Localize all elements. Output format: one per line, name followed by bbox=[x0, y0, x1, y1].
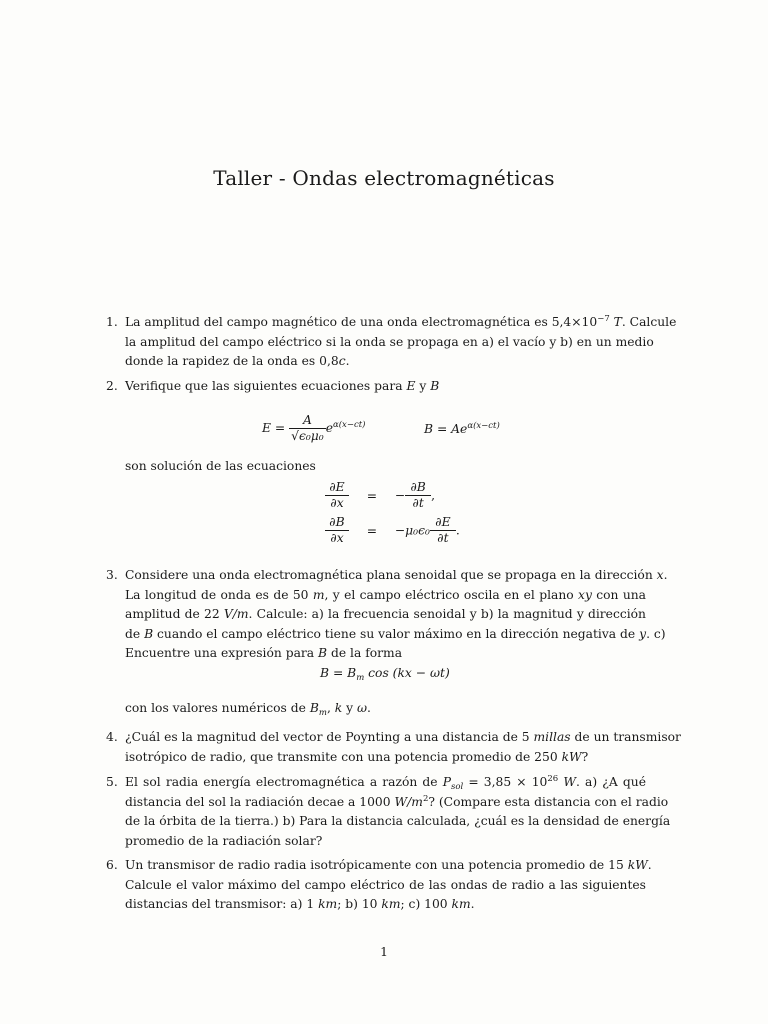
equation-E: E = $\frac{A}{\text{√ϵ₀μ₀}}$ $e^{\alpha(x-ct)}$ bbox=[262, 413, 366, 443]
problem-number: 2. bbox=[106, 379, 118, 393]
document-title: Taller - Ondas electromagnéticas bbox=[213, 166, 555, 190]
problem-1-line-1: La amplitud del campo magnético de una onda electromagnética es $5,4\times 10^{-7}$ T. Calcule bbox=[125, 314, 677, 329]
problem-4-line-2: isotrópico de radio, que transmite con una potencia promedio de 250 kW? bbox=[125, 749, 589, 764]
page-number: 1 bbox=[380, 945, 388, 959]
problem-3 bbox=[106, 566, 668, 664]
problem-3-post: con los valores numéricos de $B_m$, k y ω. bbox=[125, 701, 371, 718]
pde-row-1: $\frac{\partial E}{\partial x}$ = − $\frac{\partial B}{\partial t}$ , bbox=[325, 480, 435, 511]
problem-number: 5. bbox=[106, 775, 118, 789]
problem-number: 4. bbox=[106, 730, 118, 744]
problem-5-line-4: promedio de la radiación solar? bbox=[125, 833, 323, 848]
problem-1 bbox=[106, 313, 677, 372]
pde-row-2: $\frac{\partial B}{\partial x}$ = −μ₀ϵ₀ $\frac{\partial E}{\partial t}$ . bbox=[325, 515, 460, 546]
fraction: $\frac{A}{\text{√ϵ₀μ₀}}$ bbox=[291, 413, 324, 443]
problem-number: 6. bbox=[106, 858, 118, 872]
problem-1-line-3: donde la rapidez de la onda es 0,8c. bbox=[125, 354, 350, 369]
problem-5-line-3: de la órbita de la tierra.) b) Para la distancia calculada, ¿cuál es la densidad de energía bbox=[125, 814, 671, 829]
problem-4 bbox=[106, 728, 681, 767]
problem-1-line-2: la amplitud del campo eléctrico si la onda se propaga en a) el vacío y b) en un medio bbox=[125, 334, 654, 349]
problem-5 bbox=[106, 773, 671, 851]
problem-2-solution-text: son solución de las ecuaciones bbox=[125, 459, 316, 473]
problem-5-line-2: distancia del sol la radiación decae a 1000 $W/m^2$? (Compare esta distancia con el radio bbox=[125, 793, 669, 809]
problem-3-line-2: La longitud de onda es de 50 m, y el campo eléctrico oscila en el plano xy con una bbox=[125, 587, 646, 602]
problem-3-line-3: amplitud de 22 V/m. Calcule: a) la frecuencia senoidal y b) la magnitud y dirección bbox=[125, 607, 646, 622]
problem-6-line-1: Un transmisor de radio radia isotrópicamente con una potencia promedio de 15 kW. bbox=[125, 858, 652, 872]
problem-number: 3. bbox=[106, 568, 118, 582]
equation-B: $B = Ae^{\alpha(x-ct)}$ bbox=[424, 421, 500, 436]
problem-4-line-1: ¿Cuál es la magnitud del vector de Poynting a una distancia de 5 millas de un transmisor bbox=[125, 730, 681, 744]
problem-number: 1. bbox=[106, 315, 118, 329]
problem-3-line-5: Encuentre una expresión para B de la forma bbox=[125, 646, 403, 661]
equation-B-cos: $B = B_m$ cos (kx − ωt) bbox=[320, 666, 450, 683]
problem-3-line-1: Considere una onda electromagnética plana senoidal que se propaga en la dirección x. bbox=[125, 568, 668, 582]
problem-3-line-4: de B cuando el campo eléctrico tiene su valor máximo en la dirección negativa de y. c) bbox=[125, 626, 666, 641]
problem-5-line-1: El sol radia energía electromagnética a razón de $P_{sol} = 3,85 \times 10^{26}$ W. a) ¿A qué bbox=[125, 774, 646, 792]
problem-6 bbox=[106, 856, 652, 915]
problem-2-line-1: Verifique que las siguientes ecuaciones para E y B bbox=[125, 379, 440, 393]
problem-2 bbox=[106, 377, 646, 397]
problem-6-line-3: distancias del transmisor: a) 1 km; b) 10 km; c) 100 km. bbox=[125, 897, 475, 912]
problem-6-line-2: Calcule el valor máximo del campo eléctrico de las ondas de radio a las siguientes bbox=[125, 877, 646, 892]
